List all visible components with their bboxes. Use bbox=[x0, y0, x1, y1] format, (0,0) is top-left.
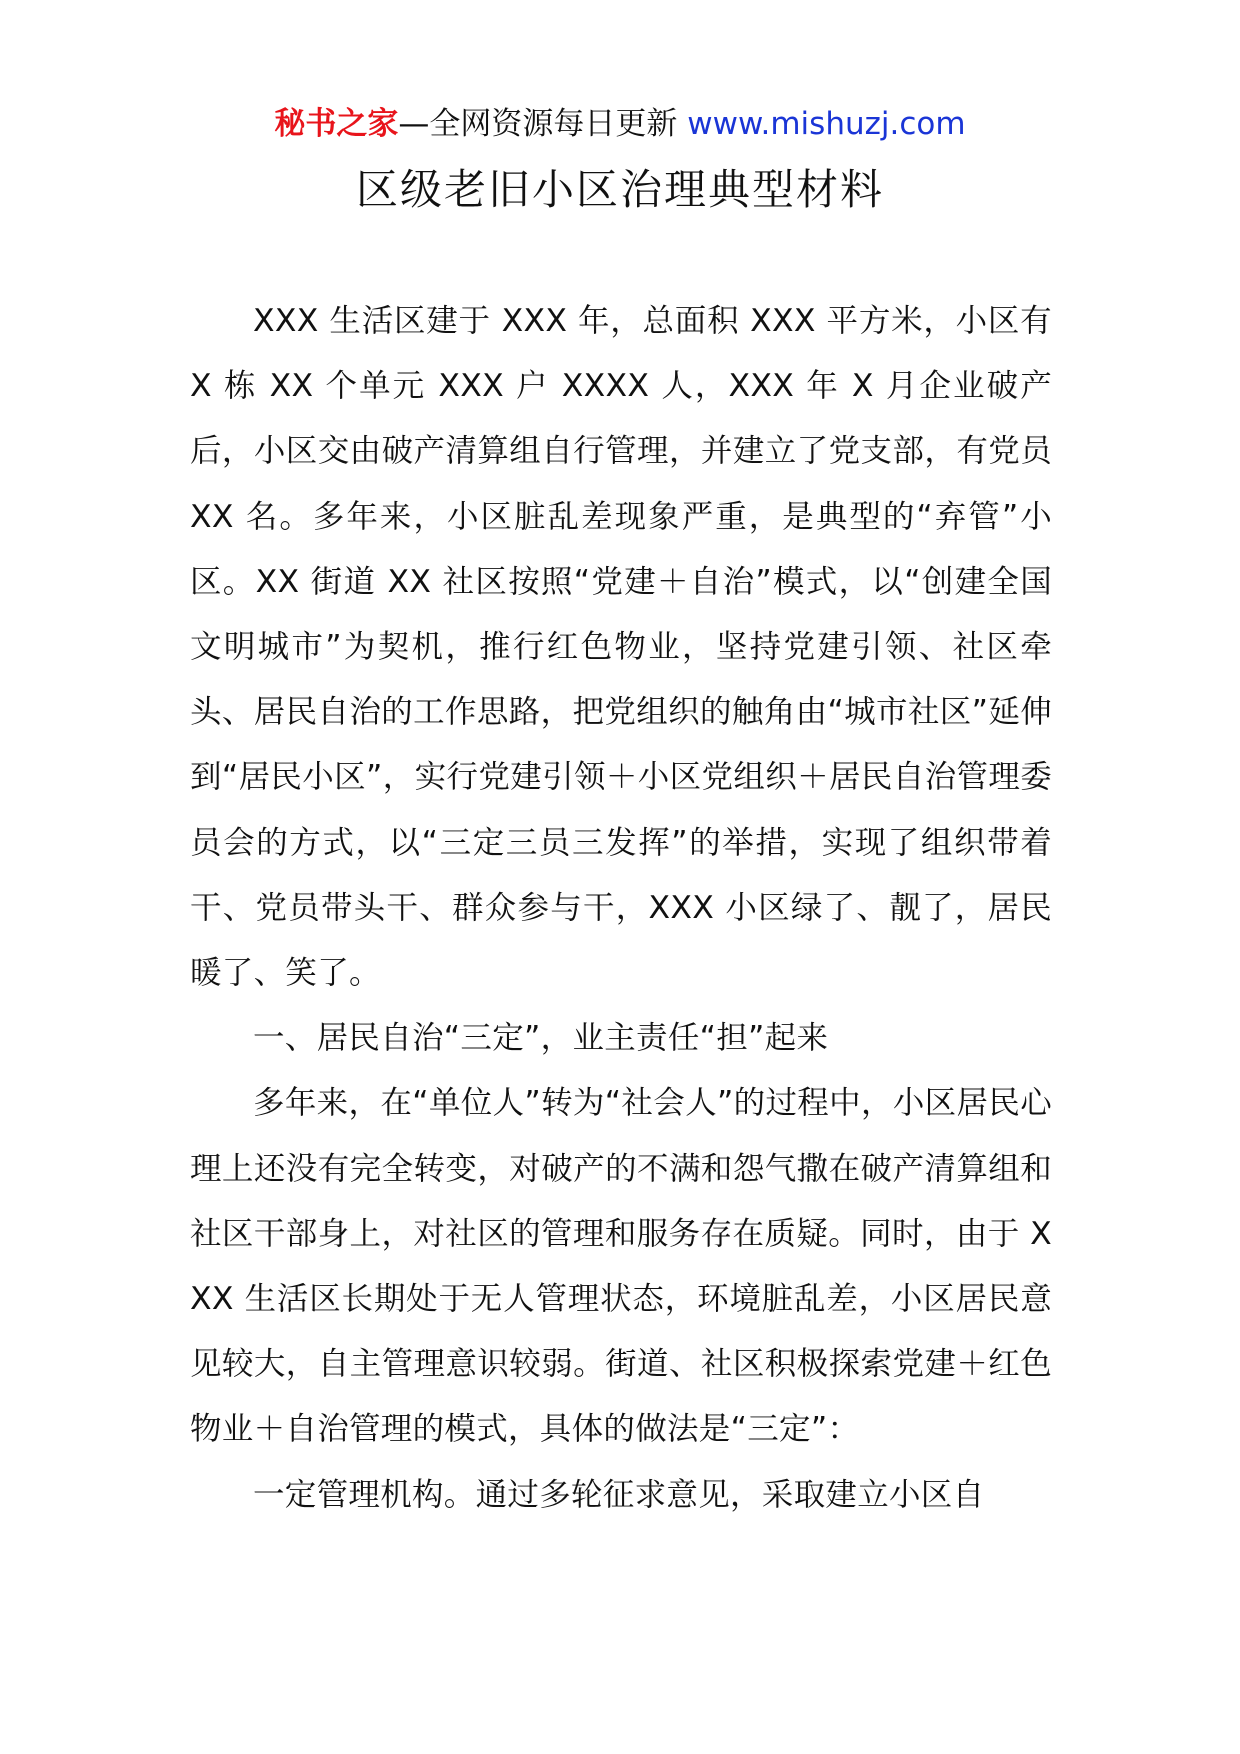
brand-tagline: —全网资源每日更新 bbox=[398, 106, 678, 142]
section-heading-1: 一、居民自治“三定”，业主责任“担”起来 bbox=[253, 1020, 829, 1057]
body-paragraph-background: 多年来，在“单位人”转为“社会人”的过程中，小区居民心理上还没有完全转变，对破产的不满和怨气撒在破产清算组和社区干部身上，对社区的管理和服务存在质疑。同时，由于 XXX 生活区长期处于无人管理状态，环境脏乱差，小区居民意见较大，自主管理意识较弱。街道、社区积极探索党建＋红色物业＋自治管理的模式，具体的做法是“三定”： bbox=[190, 1085, 1052, 1448]
site-watermark-header bbox=[0, 102, 1240, 146]
body-paragraph-intro: XXX 生活区建于 XXX 年，总面积 XXX 平方米，小区有 X 栋 XX 个单元 XXX 户 XXXX 人，XXX 年 X 月企业破产后，小区交由破产清算组自行管理，并建立了党支部，有党员 XX 名。多年来，小区脏乱差现象严重，是典型的“弃管”小区。XX 街道 XX 社区按照“党建＋自治”模式，以“创建全国文明城市”为契机，推行红色物业，坚持党建引领、社区牵头、居民自治的工作思路，把党组织的触角由“城市社区”延伸到“居民小区”，实行党建引领＋小区党组织＋居民自治管理委员会的方式，以“三定三员三发挥”的举措，实现了组织带着干、党员带头干、群众参与干，XXX 小区绿了、靓了，居民暖了、笑了。 bbox=[190, 303, 1052, 992]
document-body bbox=[190, 289, 1052, 1528]
document-title: 区级老旧小区治理典型材料 bbox=[355, 165, 884, 214]
brand-name: 秘书之家 bbox=[274, 106, 399, 142]
body-paragraph-first-measure: 一定管理机构。通过多轮征求意见，采取建立小区自 bbox=[253, 1476, 985, 1513]
site-url-link[interactable]: www.mishuzj.com bbox=[687, 106, 966, 142]
